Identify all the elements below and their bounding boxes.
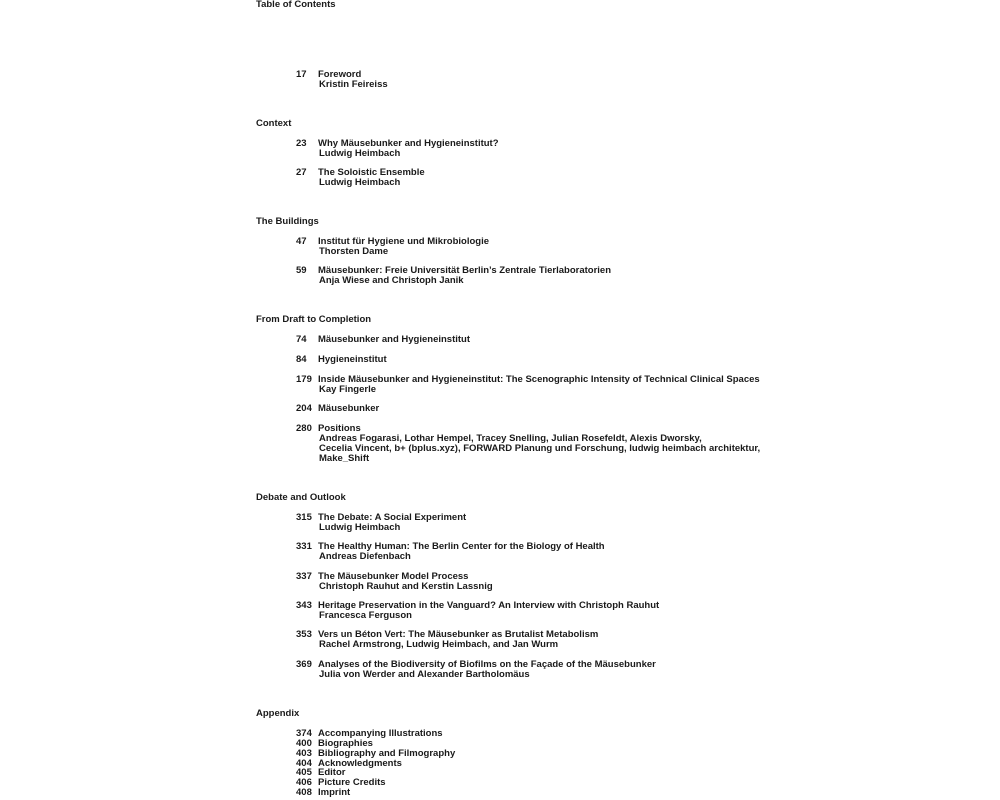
entry-author: Kristin Feireiss — [319, 79, 388, 90]
page-number: 403 — [296, 748, 312, 759]
entry-title: Mäusebunker and Hygieneinstitut — [318, 334, 471, 345]
entry-title: The Soloistic Ensemble — [318, 167, 425, 178]
entry-title: Analyses of the Biodiversity of Biofilms on the Façade of the Mäusebunker — [318, 659, 656, 670]
entry-title: Positions — [318, 423, 361, 434]
page-number: 400 — [296, 738, 312, 749]
page-number: 405 — [296, 767, 312, 778]
page-number: 204 — [296, 403, 312, 414]
page-number: 179 — [296, 374, 312, 385]
entry-title: Inside Mäusebunker and Hygieneinstitut: The Scenographic Intensity of Technical Clinical Spaces — [318, 374, 760, 385]
page-number: 369 — [296, 659, 312, 670]
entry-author: Rachel Armstrong, Ludwig Heimbach, and Jan Wurm — [319, 639, 559, 650]
entry-title: Mäusebunker — [318, 403, 380, 414]
entry-author: Kay Fingerle — [319, 384, 377, 395]
toc-title: Table of Contents — [256, 0, 336, 10]
page-number: 374 — [296, 728, 312, 739]
entry-author-line: Make_Shift — [319, 453, 370, 464]
page-number: 353 — [296, 629, 312, 640]
entry-author: Anja Wiese and Christoph Janik — [319, 275, 464, 286]
page-number: 337 — [296, 571, 312, 582]
page-number: 408 — [296, 787, 312, 798]
entry-title: The Debate: A Social Experiment — [318, 512, 467, 523]
page-number: 27 — [296, 167, 307, 178]
entry-title: The Healthy Human: The Berlin Center for the Biology of Health — [318, 541, 605, 552]
page-number: 331 — [296, 541, 312, 552]
section-heading: Context — [256, 118, 292, 129]
entry-title: Institut für Hygiene und Mikrobiologie — [318, 236, 489, 247]
entry-author: Christoph Rauhut and Kerstin Lassnig — [319, 581, 493, 592]
entry-title: Hygieneinstitut — [318, 354, 387, 365]
entry-author: Ludwig Heimbach — [319, 522, 401, 533]
entry-title: Bibliography and Filmography — [318, 748, 456, 759]
page-number: 406 — [296, 777, 312, 788]
entry-author: Ludwig Heimbach — [319, 177, 401, 188]
entry-title: Why Mäusebunker and Hygieneinstitut? — [318, 138, 499, 149]
page-number: 404 — [296, 758, 312, 769]
entry-title: Foreword — [318, 69, 362, 80]
entry-author: Thorsten Dame — [319, 246, 389, 257]
entry-author: Ludwig Heimbach — [319, 148, 401, 159]
entry-title: Vers un Béton Vert: The Mäusebunker as Brutalist Metabolism — [318, 629, 599, 640]
entry-author-line: Cecelia Vincent, b+ (bplus.xyz), FORWARD Planung und Forschung, ludwig heimbach architektur, — [319, 443, 761, 454]
page-number: 84 — [296, 354, 307, 365]
entry-title: Imprint — [318, 787, 351, 798]
page-number: 74 — [296, 334, 307, 345]
entry-author: Andreas Diefenbach — [319, 551, 411, 562]
section-heading: From Draft to Completion — [256, 314, 372, 325]
entry-title: Picture Credits — [318, 777, 386, 788]
section-heading: The Buildings — [256, 216, 319, 227]
entry-title: Accompanying Illustrations — [318, 728, 443, 739]
entry-title: Acknowledgments — [318, 758, 402, 769]
entry-author-line: Andreas Fogarasi, Lothar Hempel, Tracey Snelling, Julian Rosefeldt, Alexis Dworsky, — [319, 433, 702, 444]
entry-title: Mäusebunker: Freie Universität Berlin’s Zentrale Tierlaboratorien — [318, 265, 612, 276]
entry-title: Editor — [318, 767, 346, 778]
page-number: 59 — [296, 265, 307, 276]
page-number: 47 — [296, 236, 307, 247]
page-number: 315 — [296, 512, 312, 523]
page-number: 343 — [296, 600, 312, 611]
page-number: 280 — [296, 423, 312, 434]
section-heading: Appendix — [256, 708, 300, 719]
page-number: 17 — [296, 69, 307, 80]
entry-title: Biographies — [318, 738, 373, 749]
entry-author: Julia von Werder and Alexander Bartholomäus — [319, 669, 530, 680]
entry-title: Heritage Preservation in the Vanguard? An Interview with Christoph Rauhut — [318, 600, 660, 611]
entry-title: The Mäusebunker Model Process — [318, 571, 469, 582]
page-number: 23 — [296, 138, 307, 149]
entry-author: Francesca Ferguson — [319, 610, 412, 621]
section-heading: Debate and Outlook — [256, 492, 346, 503]
